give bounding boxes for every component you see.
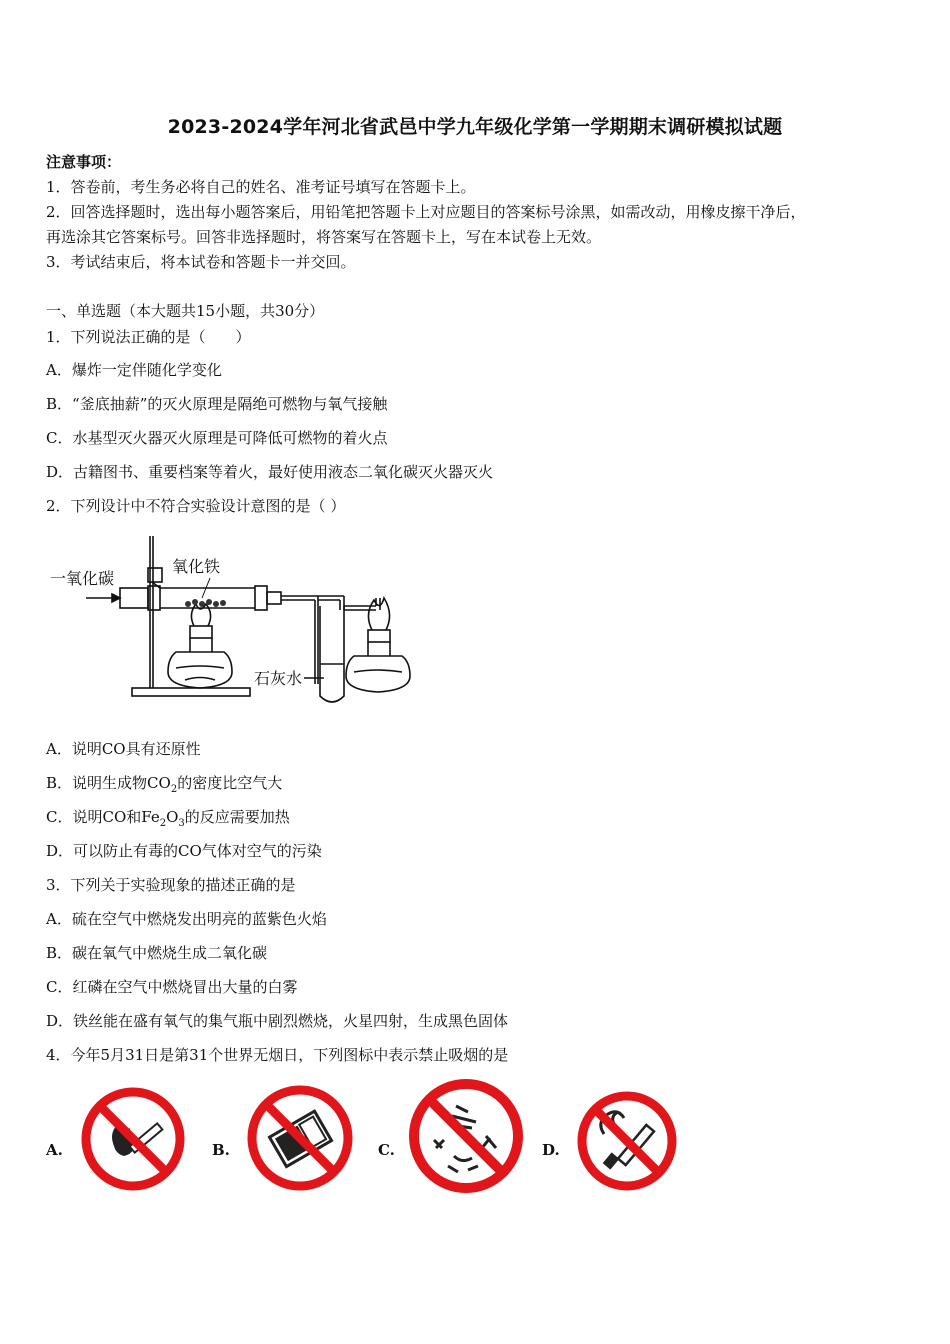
q4-stem: 4．今年5月31日是第31个世界无烟日，下列图标中表示禁止吸烟的是	[46, 1046, 509, 1064]
label-fe2o3: 氧化铁	[172, 557, 221, 576]
q3-option-d: D．铁丝能在盛有氧气的集气瓶中剧烈燃烧，火星四射，生成黑色固体	[46, 1012, 509, 1030]
q3-option-c: C．红磷在空气中燃烧冒出大量的白雾	[46, 978, 298, 996]
section-heading: 一、单选题（本大题共15小题，共30分）	[46, 302, 325, 320]
no-fireworks-sign-icon	[244, 1082, 356, 1194]
q4-option-c-label: C.	[378, 1141, 395, 1159]
q1-option-a: A．爆炸一定伴随化学变化	[46, 361, 222, 379]
q2-stem: 2．下列设计中不符合实验设计意图的是（ ）	[46, 497, 346, 515]
page-title: 2023-2024学年河北省武邑中学九年级化学第一学期期末调研模拟试题	[167, 116, 783, 138]
q3-option-b: B．碳在氧气中燃烧生成二氧化碳	[46, 944, 268, 962]
notice-heading: 注意事项：	[46, 153, 122, 171]
q2-apparatus-diagram	[50, 530, 430, 710]
q3-option-a: A．硫在空气中燃烧发出明亮的蓝紫色火焰	[46, 910, 327, 928]
q4-option-d-label: D.	[542, 1141, 560, 1159]
no-burning-sign-icon	[406, 1076, 526, 1196]
no-fire-sign-icon	[78, 1084, 188, 1194]
q2-option-d: D．可以防止有毒的CO气体对空气的污染	[46, 842, 322, 860]
q1-stem: 1．下列说法正确的是（ ）	[46, 328, 251, 346]
notice-item-2-cont: 再选涂其它答案标号。回答非选择题时，将答案写在答题卡上，写在本试卷上无效。	[46, 228, 602, 246]
q2-option-b: B．说明生成物$CO_2$的密度比空气大	[46, 774, 283, 795]
notice-item-2: 2．回答选择题时，选出每小题答案后，用铅笔把答题卡上对应题目的答案标号涂黑，如需改动，用橡皮擦干净后，	[46, 203, 806, 221]
q3-stem: 3．下列关于实验现象的描述正确的是	[46, 876, 296, 894]
q1-option-b: B．“釜底抽薪”的灭火原理是隔绝可燃物与氧气接触	[46, 395, 388, 413]
label-limewater: 石灰水	[254, 669, 303, 688]
no-smoking-sign-icon	[574, 1088, 680, 1194]
notice-item-1: 1．答卷前，考生务必将自己的姓名、准考证号填写在答题卡上。	[46, 178, 476, 196]
q2-option-a: A．说明CO具有还原性	[46, 740, 201, 758]
q1-option-c: C．水基型灭火器灭火原理是可降低可燃物的着火点	[46, 429, 388, 447]
q4-option-a-label: A.	[46, 1141, 63, 1159]
label-co: 一氧化碳	[50, 569, 115, 588]
q4-option-b-label: B.	[212, 1141, 230, 1159]
notice-item-3: 3．考试结束后，将本试卷和答题卡一并交回。	[46, 253, 356, 271]
q2-option-c: C．说明CO和$Fe_2O_3$的反应需要加热	[46, 808, 290, 829]
q1-option-d: D．古籍图书、重要档案等着火，最好使用液态二氧化碳灭火器灭火	[46, 463, 494, 481]
